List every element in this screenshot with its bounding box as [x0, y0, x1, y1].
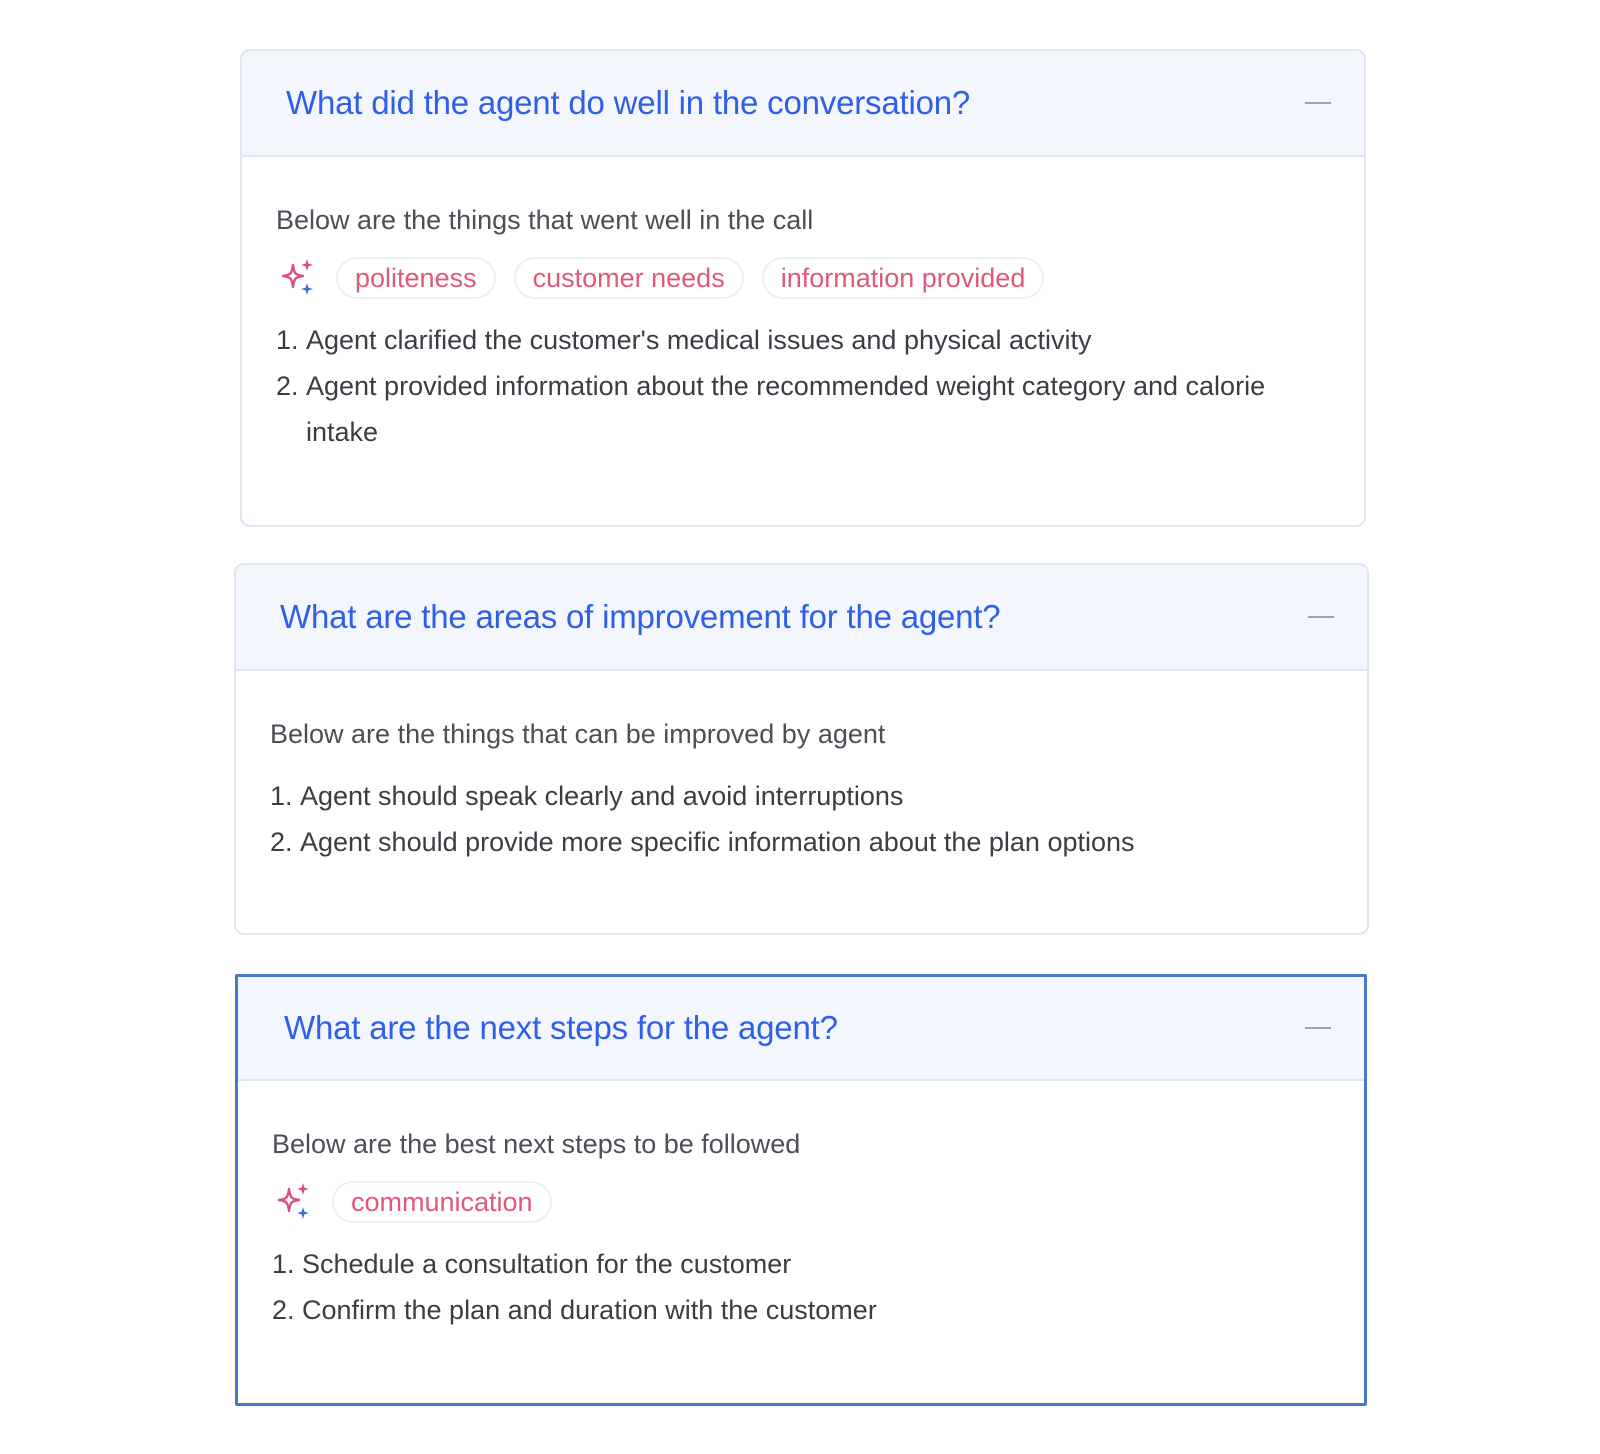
- section-title[interactable]: What are the next steps for the agent?: [284, 1009, 838, 1046]
- section-intro: Below are the things that went well in the call: [276, 205, 814, 235]
- section-body: [236, 671, 1367, 865]
- section-title[interactable]: What are the areas of improvement for the agent?: [280, 598, 1001, 635]
- tag-politeness[interactable]: politeness: [336, 257, 496, 299]
- section-header-next-steps[interactable]: [238, 977, 1364, 1081]
- section-header-did-well[interactable]: [242, 51, 1364, 157]
- list-item: [270, 819, 1333, 865]
- tag-communication[interactable]: communication: [332, 1181, 552, 1223]
- points-list: [270, 773, 1333, 865]
- minus-icon[interactable]: [1304, 89, 1332, 117]
- list-item: [272, 1241, 1330, 1287]
- points-list: [276, 317, 1330, 455]
- sparkle-icon: [272, 1181, 314, 1223]
- section-body: [238, 1081, 1364, 1333]
- section-title[interactable]: What did the agent do well in the conversation?: [286, 84, 971, 121]
- list-item-number: 1.: [272, 1249, 295, 1279]
- list-item-text: Agent provided information about the recommended weight category and calorie intake: [306, 371, 1266, 447]
- minus-icon[interactable]: [1304, 1014, 1332, 1042]
- tag-information-provided[interactable]: information provided: [762, 257, 1045, 299]
- list-item-number: 2.: [270, 827, 293, 857]
- section-card-did-well: [240, 49, 1366, 527]
- list-item-text: Confirm the plan and duration with the customer: [302, 1295, 877, 1325]
- list-item-number: 1.: [270, 781, 293, 811]
- list-item: [276, 317, 1330, 363]
- list-item-text: Agent should speak clearly and avoid interruptions: [300, 781, 904, 811]
- section-body: [242, 157, 1364, 455]
- tag-row: [276, 255, 1330, 301]
- section-card-improvement: [234, 563, 1369, 935]
- list-item-text: Schedule a consultation for the customer: [302, 1249, 792, 1279]
- list-item-number: 2.: [272, 1295, 295, 1325]
- list-item-text: Agent should provide more specific information about the plan options: [300, 827, 1135, 857]
- tag-customer-needs[interactable]: customer needs: [514, 257, 744, 299]
- list-item-number: 1.: [276, 325, 299, 355]
- tag-row: [272, 1179, 1330, 1225]
- section-intro: Below are the best next steps to be followed: [272, 1129, 801, 1159]
- list-item-text: Agent clarified the customer's medical issues and physical activity: [306, 325, 1092, 355]
- section-header-improvement[interactable]: [236, 565, 1367, 671]
- section-card-next-steps: [235, 974, 1367, 1406]
- points-list: [272, 1241, 1330, 1333]
- minus-icon[interactable]: [1307, 603, 1335, 631]
- list-item: [270, 773, 1333, 819]
- list-item-number: 2.: [276, 371, 299, 401]
- list-item: [276, 363, 1330, 455]
- section-intro: Below are the things that can be improved by agent: [270, 719, 886, 749]
- sparkle-icon: [276, 257, 318, 299]
- list-item: [272, 1287, 1330, 1333]
